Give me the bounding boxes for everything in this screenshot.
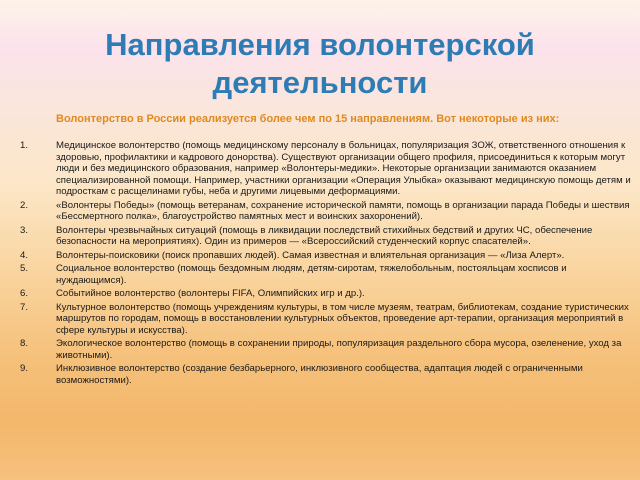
list-item	[0, 288, 640, 300]
list-item-text: Медицинское волонтерство (помощь медицинскому персоналу в больницах, популяризация ЗОЖ, ответственного отношения к здоровью, профилактики и кадрового донорства). Существуют организации общего профиля, присоединиться к которым могут люди и без медицинского образования, например «Волонтеры-медики». Некоторые организации занимаются оказанием специализированной помощи. Например, участники организации «Операция Улыбка» оказывают медицинскую помощь детям и подросткам с расщелинами губы, неба и другими лицевыми деформациями.	[56, 140, 631, 197]
list-item-number: 3.	[20, 224, 29, 236]
list-item-text: Инклюзивное волонтерство (создание безбарьерного, инклюзивного сообщества, адаптация людей с ограниченными возможностями).	[56, 363, 583, 386]
list-item-number: 7.	[20, 301, 29, 313]
list-item	[0, 250, 640, 262]
slide-title	[0, 26, 640, 102]
list-item-number: 2.	[20, 199, 29, 211]
list-item-text: Социальное волонтерство (помощь бездомным людям, детям-сиротам, тяжелобольным, постояльцам хосписов и нуждающимся).	[56, 263, 567, 286]
list-item-text: Событийное волонтерство (волонтеры FIFA, Олимпийских игр и др.).	[56, 288, 365, 299]
list-item-number: 1.	[20, 140, 29, 151]
list-item-text: Волонтеры чрезвычайных ситуаций (помощь в ликвидации последствий стихийных бедствий и других ЧС, обеспечение безопасности на мероприятиях). Один из примеров — «Всероссийский студенческий корпус спасателей».	[56, 224, 593, 247]
slide-subtitle: Волонтерство в России реализуется более чем по 15 направлениям. Вот некоторые из них:	[56, 113, 560, 125]
list-item	[0, 302, 640, 337]
list-item	[0, 225, 640, 248]
list-item-number: 8.	[20, 338, 29, 349]
list-item	[0, 363, 640, 386]
list-item-number: 5.	[20, 263, 29, 274]
list-item	[0, 140, 640, 198]
list-item-number: 6.	[20, 288, 29, 299]
list-item	[0, 338, 640, 361]
list-item-text: Культурное волонтерство (помощь учреждениям культуры, в том числе музеям, театрам, библиотекам, создание туристических маршрутов по городам, помощь в восстановлении культурных объектов, проведение арт-терапии, организация мероприятий в сфере культуры и искусства).	[56, 301, 629, 336]
directions-list	[0, 140, 640, 388]
list-item-number: 4.	[20, 249, 29, 261]
list-item-number: 9.	[20, 363, 29, 374]
list-item-text: Экологическое волонтерство (помощь в сохранении природы, популяризация раздельного сбора мусора, озеленение, уход за животными).	[56, 338, 622, 361]
title-line-1: Направления волонтерской	[105, 27, 535, 62]
list-item-text: «Волонтеры Победы» (помощь ветеранам, сохранение исторической памяти, помощь в организации парада Победы и шествия «Бессмертного полка», благоустройство памятных мест и воинских захоронений).	[56, 199, 630, 222]
title-line-2: деятельности	[212, 65, 428, 100]
list-item	[0, 200, 640, 223]
list-item-text: Волонтеры-поисковики (поиск пропавших людей). Самая известная и влиятельная организация — «Лиза Алерт».	[56, 249, 565, 261]
list-item	[0, 263, 640, 286]
